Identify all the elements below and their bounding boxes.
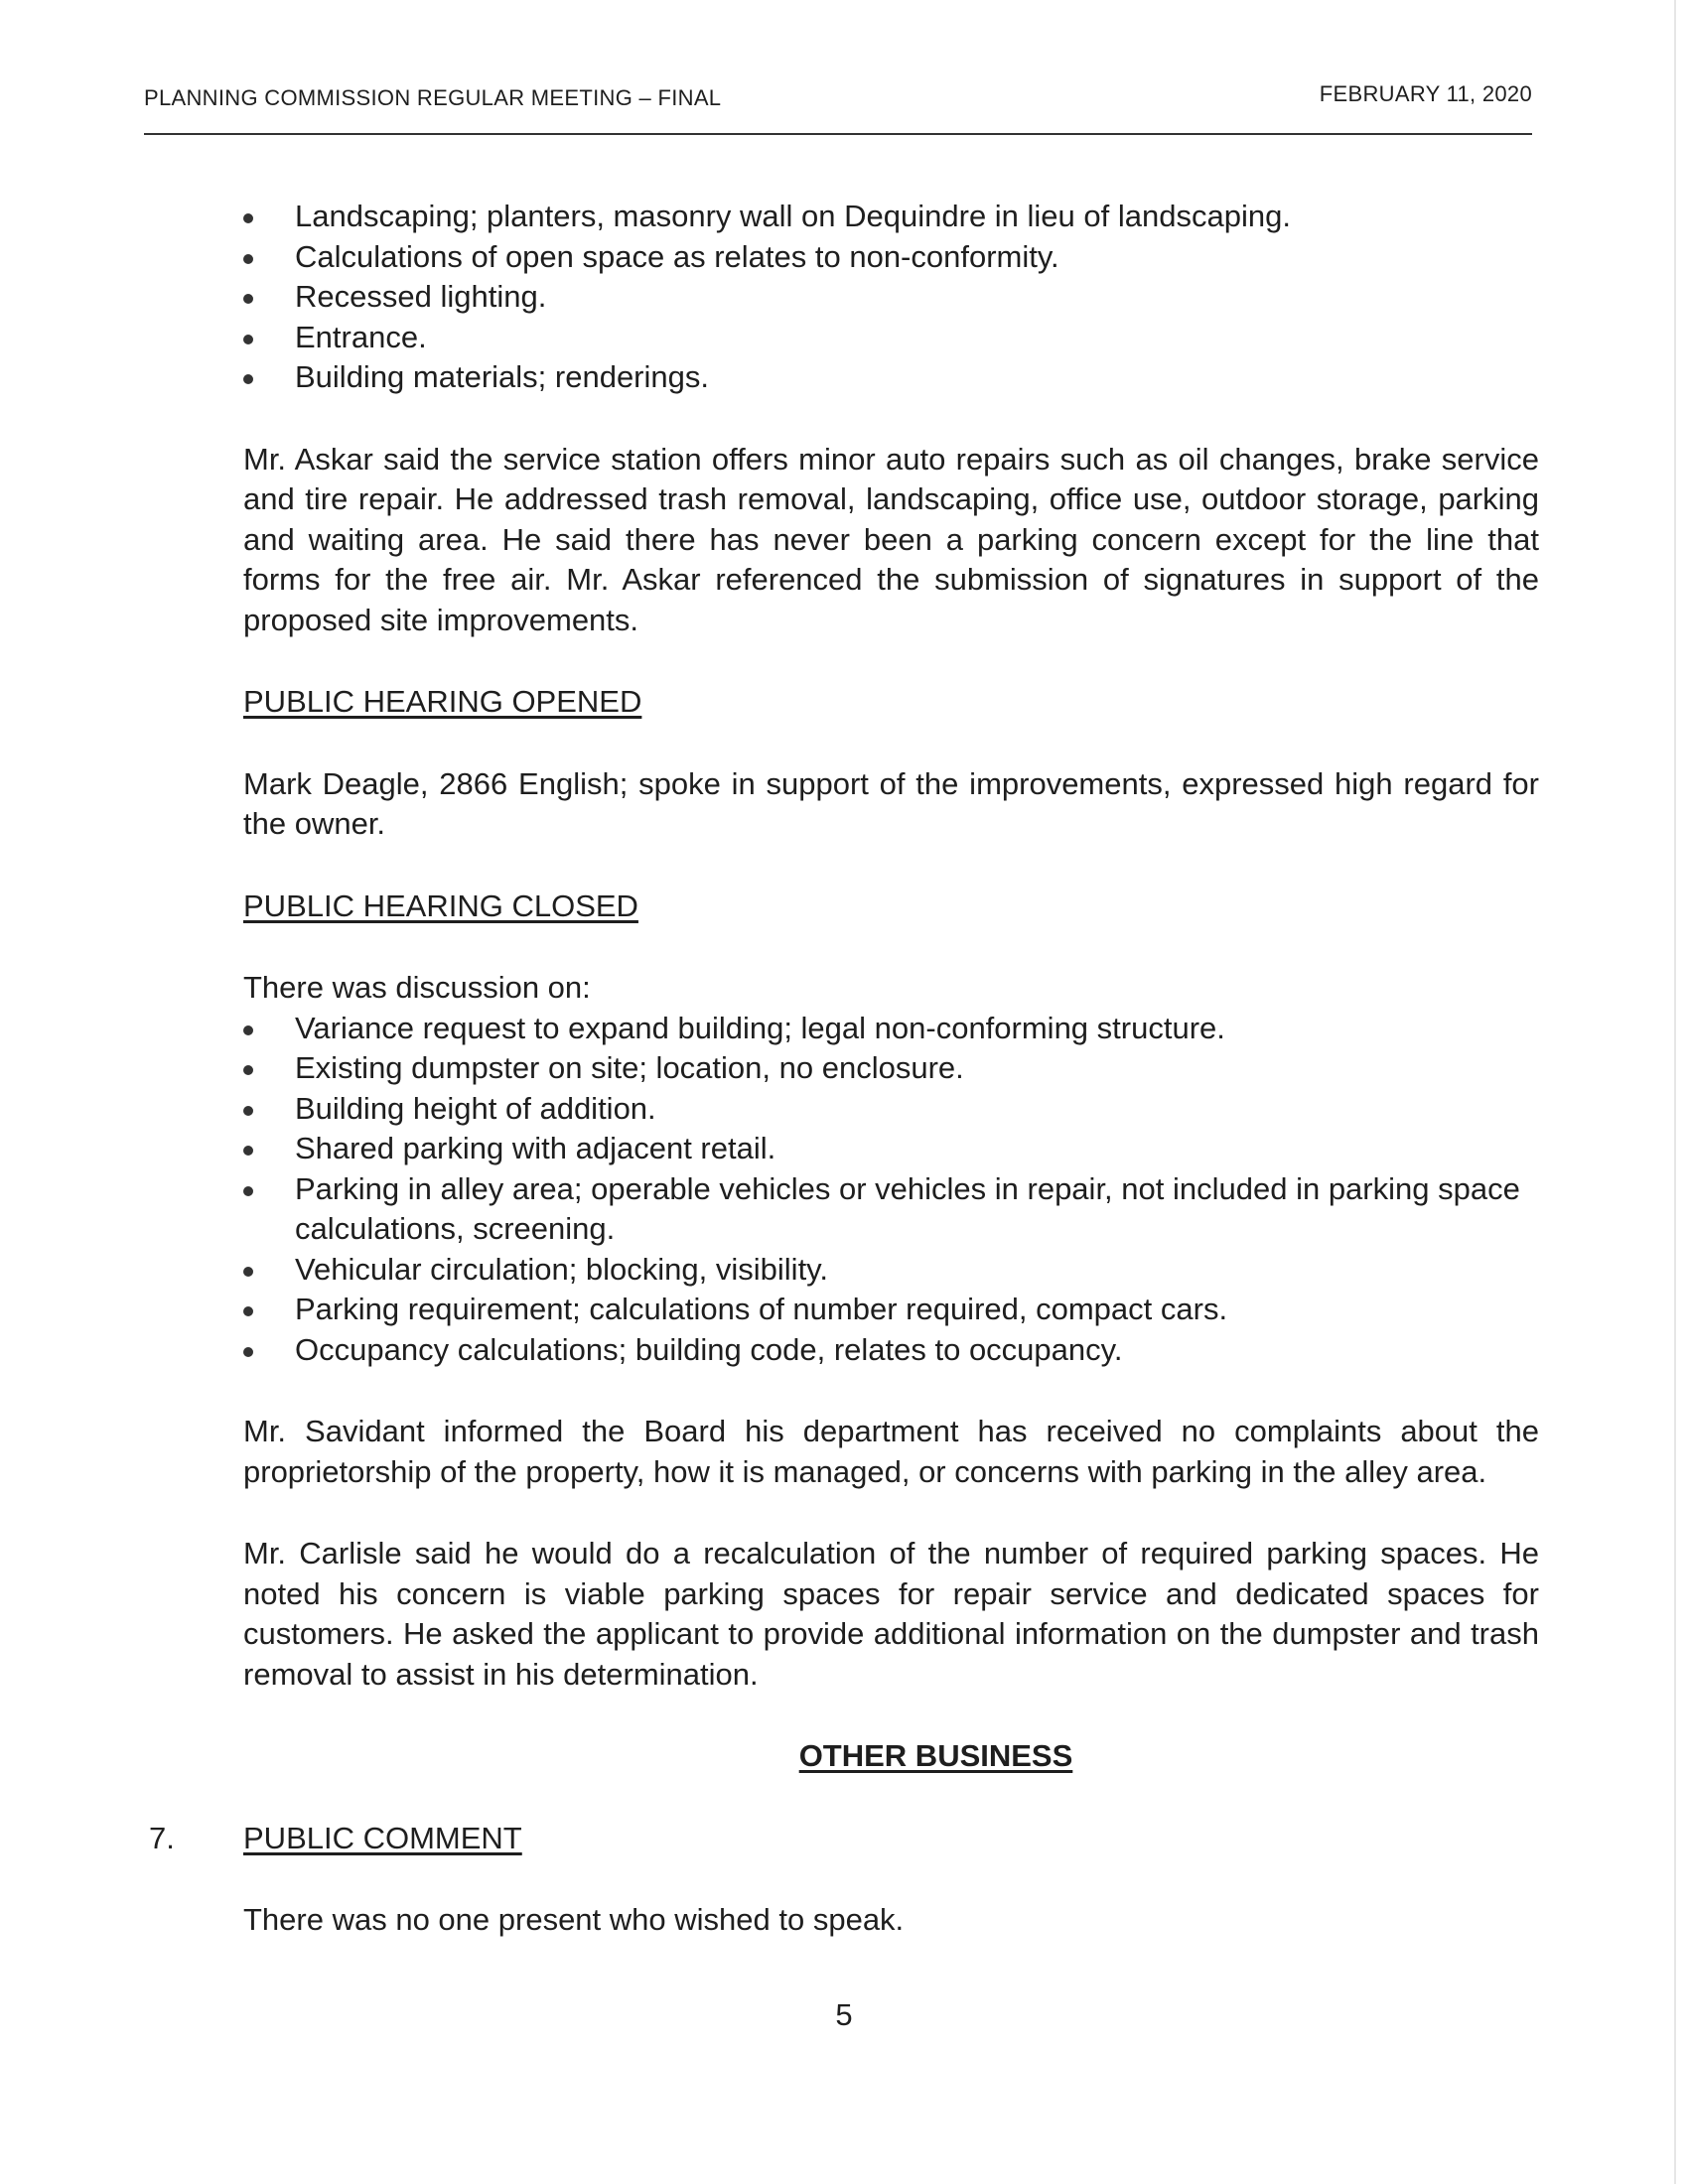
paragraph-askar: Mr. Askar said the service station offers minor auto repairs such as oil changes, brake service and tire repair. He addressed trash removal, landscaping, office use, outdoor storage, parking and waiting area. He said there has never been a parking concern except for the line that forms for the free air. Mr. Askar referenced the submission of signatures in support of the proposed site improvements. [243,441,1539,637]
list-item: Calculations of open space as relates to non-conformity. [243,237,1539,278]
list-item: Recessed lighting. [243,277,1539,318]
paragraph-public-comment: There was no one present who wished to speak. [243,1902,905,1937]
header-title: PLANNING COMMISSION REGULAR MEETING – FINAL [144,85,722,110]
item-number: 7. [149,1820,175,1855]
bullet-list-site-items [243,197,1539,398]
list-item: Landscaping; planters, masonry wall on Dequindre in lieu of landscaping. [243,197,1539,237]
agenda-item-7 [149,1819,1539,1859]
list-item: Occupancy calculations; building code, relates to occupancy. [243,1330,1539,1371]
paragraph-savidant: Mr. Savidant informed the Board his department has received no complaints about the proprietorship of the property, how it is managed, or concerns with parking in the alley area. [243,1414,1539,1489]
bullet-list-discussion [243,1009,1539,1371]
list-item: Shared parking with adjacent retail. [243,1129,1539,1169]
list-item: Building materials; renderings. [243,357,1539,398]
list-item: Parking in alley area; operable vehicles or vehicles in repair, not included in parking space calculations, screening. [243,1169,1539,1250]
page-number: 5 [835,1997,853,2032]
list-item: Building height of addition. [243,1089,1539,1130]
discussion-intro: There was discussion on: [243,970,591,1005]
heading-public-comment: PUBLIC COMMENT [243,1820,522,1855]
list-item: Existing dumpster on site; location, no enclosure. [243,1048,1539,1089]
paragraph-deagle: Mark Deagle, 2866 English; spoke in support of the improvements, expressed high regard for the owner. [243,765,1539,841]
list-item: Variance request to expand building; legal non-conforming structure. [243,1009,1539,1049]
paragraph-carlisle: Mr. Carlisle said he would do a recalculation of the number of required parking spaces. He noted his concern is viable parking spaces for repair service and dedicated spaces for customers. He asked the applicant to provide additional information on the dumpster and trash removal to assist in his determination. [243,1536,1539,1692]
heading-hearing-opened: PUBLIC HEARING OPENED [243,684,642,719]
scan-edge-line [1674,0,1676,2184]
heading-hearing-closed: PUBLIC HEARING CLOSED [243,887,638,923]
header-date: FEBRUARY 11, 2020 [1319,81,1532,106]
header-rule [144,133,1532,135]
list-item: Vehicular circulation; blocking, visibility. [243,1250,1539,1291]
heading-other-business: OTHER BUSINESS [798,1738,1073,1773]
minutes-body [149,197,1539,1941]
list-item: Entrance. [243,318,1539,358]
page-header [144,81,1532,137]
list-item: Parking requirement; calculations of number required, compact cars. [243,1290,1539,1330]
